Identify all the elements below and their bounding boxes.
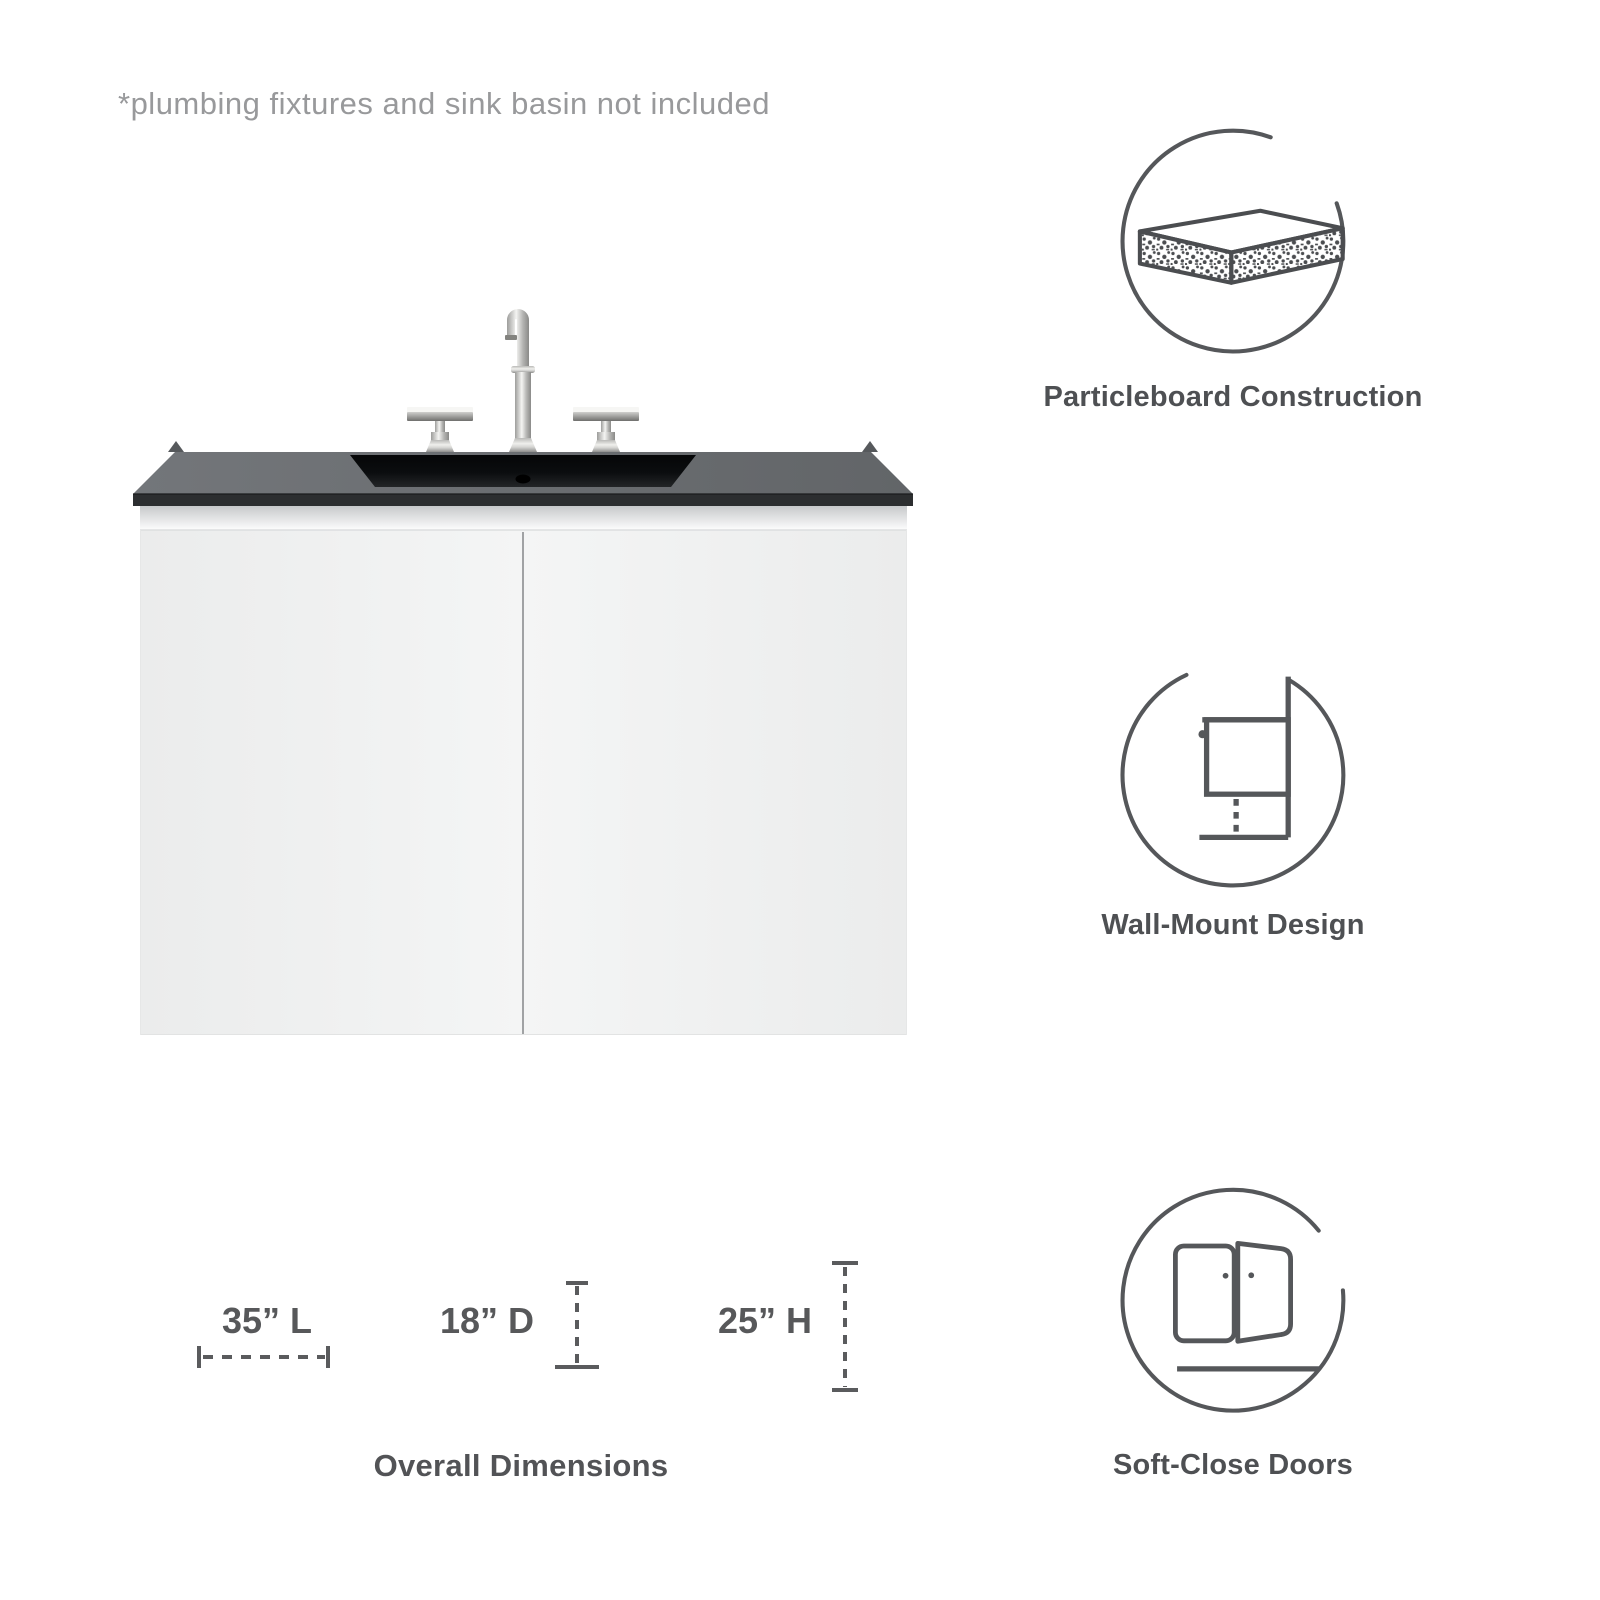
height-dimension-value: 25” H bbox=[717, 1300, 813, 1341]
dimensions-caption: Overall Dimensions bbox=[373, 1448, 669, 1483]
feature-label-particleboard: Particleboard Construction bbox=[1043, 381, 1423, 413]
cabinet-door-left bbox=[140, 530, 523, 1035]
counter-front-edge bbox=[133, 494, 913, 506]
wall-mount-icon bbox=[1113, 655, 1353, 895]
height-dimension-marker bbox=[832, 1263, 858, 1390]
faucet-spout bbox=[507, 309, 529, 372]
depth-dimension-marker bbox=[555, 1283, 599, 1367]
counter-recess bbox=[140, 506, 907, 530]
disclaimer-text: *plumbing fixtures and sink basin not included bbox=[118, 86, 770, 121]
feature-label-soft-close: Soft-Close Doors bbox=[1112, 1449, 1354, 1481]
overflow-hole bbox=[516, 475, 531, 484]
soft-close-doors-icon bbox=[1113, 1180, 1353, 1420]
counter-back-lip-right bbox=[862, 441, 878, 452]
cabinet-doors bbox=[140, 530, 907, 1035]
depth-dimension-value: 18” D bbox=[439, 1300, 535, 1341]
length-dimension-value: 35” L bbox=[221, 1300, 313, 1341]
dimension-markers bbox=[170, 1240, 890, 1410]
faucet-handle-right bbox=[573, 407, 639, 458]
faucet bbox=[407, 309, 639, 458]
cabinet-door-right bbox=[523, 530, 907, 1035]
faucet-handle-left bbox=[407, 407, 473, 458]
vanity-illustration bbox=[100, 280, 930, 1060]
feature-label-wall-mount: Wall-Mount Design bbox=[1101, 909, 1365, 941]
length-dimension-marker bbox=[199, 1346, 328, 1368]
counter-back-lip-left bbox=[168, 441, 184, 452]
particleboard-icon bbox=[1113, 121, 1353, 361]
